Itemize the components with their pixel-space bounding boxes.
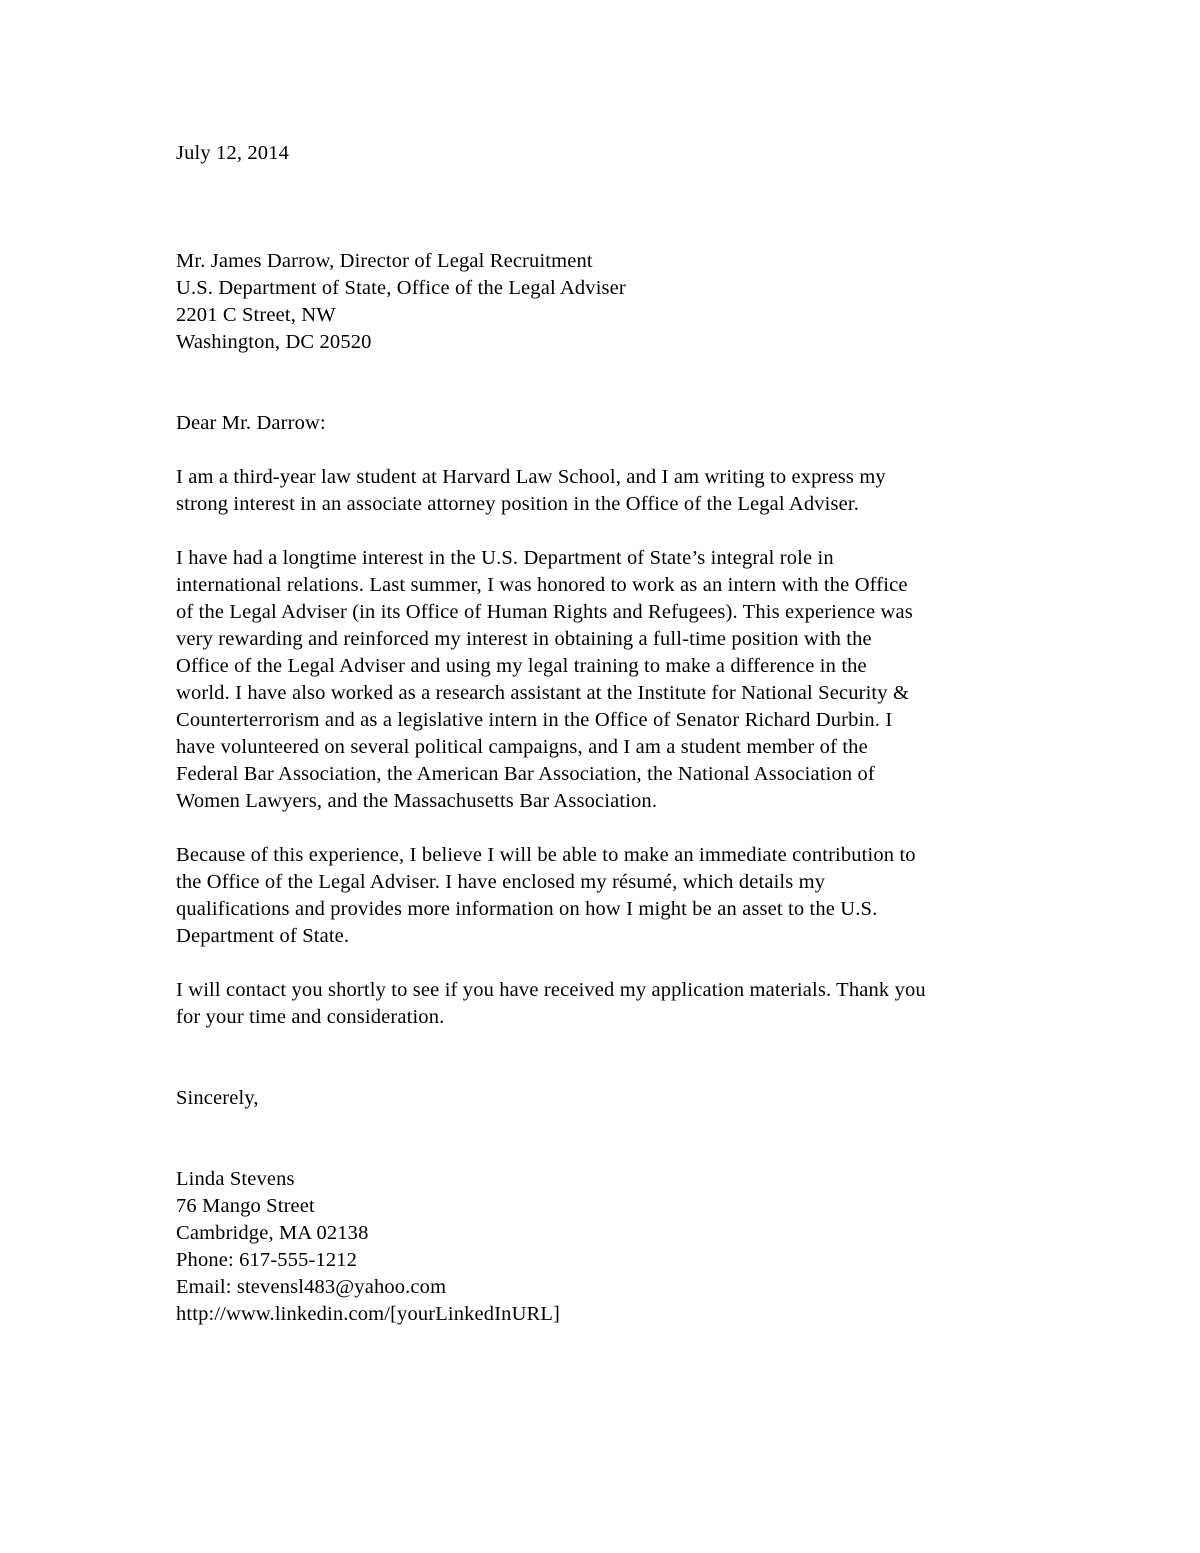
- cover-letter: [176, 140, 1046, 1328]
- paragraph-line: Women Lawyers, and the Massachusetts Bar Association.: [176, 790, 658, 812]
- complimentary-close: Sincerely,: [176, 1087, 259, 1109]
- sender-linkedin-url: http://www.linkedin.com/[yourLinkedInURL]: [176, 1303, 561, 1325]
- paragraph-line: for your time and consideration.: [176, 1006, 445, 1028]
- signature-block: [176, 1166, 1046, 1328]
- sender-street: 76 Mango Street: [176, 1195, 315, 1217]
- paragraph-line: I am a third-year law student at Harvard Law School, and I am writing to express my: [176, 466, 886, 488]
- paragraph-line: world. I have also worked as a research assistant at the Institute for National Security &: [176, 682, 910, 704]
- paragraph-line: very rewarding and reinforced my interest in obtaining a full-time position with the: [176, 628, 872, 650]
- paragraph-line: international relations. Last summer, I was honored to work as an intern with the Office: [176, 574, 908, 596]
- paragraph-line: strong interest in an associate attorney position in the Office of the Legal Adviser.: [176, 493, 860, 515]
- salutation: Dear Mr. Darrow:: [176, 412, 326, 434]
- sender-phone: Phone: 617-555-1212: [176, 1249, 358, 1271]
- paragraph-line: the Office of the Legal Adviser. I have enclosed my résumé, which details my: [176, 871, 826, 893]
- paragraph-line: have volunteered on several political campaigns, and I am a student member of the: [176, 736, 868, 758]
- recipient-address: [176, 248, 1046, 356]
- recipient-name-title: Mr. James Darrow, Director of Legal Recruitment: [176, 250, 593, 272]
- paragraph-line: Counterterrorism and as a legislative intern in the Office of Senator Richard Durbin. I: [176, 709, 893, 731]
- sender-name: Linda Stevens: [176, 1168, 295, 1190]
- paragraph-line: Federal Bar Association, the American Bar Association, the National Association of: [176, 763, 875, 785]
- paragraph-line: Because of this experience, I believe I will be able to make an immediate contribution to: [176, 844, 916, 866]
- paragraph-line: Department of State.: [176, 925, 350, 947]
- body-paragraph-intro: [176, 464, 1046, 518]
- body-paragraph-experience: [176, 545, 1046, 815]
- recipient-organization: U.S. Department of State, Office of the Legal Adviser: [176, 277, 626, 299]
- paragraph-line: qualifications and provides more information on how I might be an asset to the U.S.: [176, 898, 878, 920]
- recipient-street: 2201 C Street, NW: [176, 304, 336, 326]
- letter-date: July 12, 2014: [176, 142, 289, 164]
- paragraph-line: Office of the Legal Adviser and using my legal training to make a difference in the: [176, 655, 867, 677]
- sender-city-state-zip: Cambridge, MA 02138: [176, 1222, 369, 1244]
- recipient-city-state-zip: Washington, DC 20520: [176, 331, 372, 353]
- body-paragraph-closing: [176, 977, 1046, 1031]
- paragraph-line: I will contact you shortly to see if you have received my application materials. Thank you: [176, 979, 926, 1001]
- paragraph-line: of the Legal Adviser (in its Office of Human Rights and Refugees). This experience was: [176, 601, 913, 623]
- sender-email: Email: stevensl483@yahoo.com: [176, 1276, 447, 1298]
- body-paragraph-contribution: [176, 842, 1046, 950]
- paragraph-line: I have had a longtime interest in the U.S. Department of State’s integral role in: [176, 547, 834, 569]
